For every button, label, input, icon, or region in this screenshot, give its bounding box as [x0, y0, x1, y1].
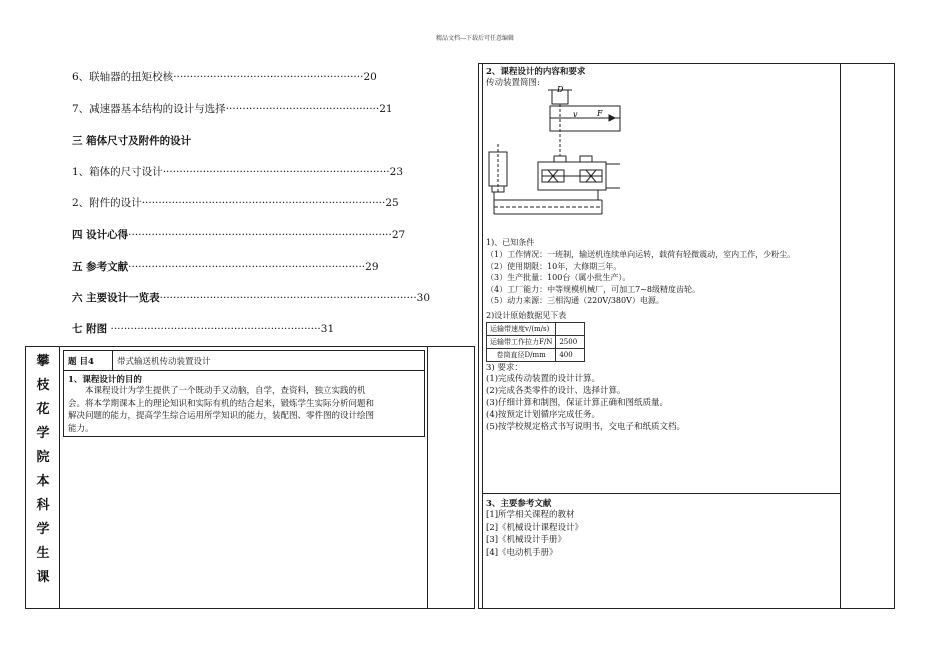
table-row: 卷筒直径D/mm 400	[487, 349, 585, 362]
topic-value: 带式输送机传动装置设计	[117, 357, 211, 367]
page-header: 精品文档---下载后可任意编辑	[435, 35, 515, 42]
known-title: 1)、已知条件	[486, 238, 535, 247]
toc-entry: 三 箱体尺寸及附件的设计	[72, 135, 192, 147]
school-vertical-title: 攀 枝 花 学 院 本 科 学 生 课	[36, 354, 50, 585]
data-table-title: 2)设计原始数据见下表	[486, 311, 567, 320]
section1-body: 本课程设计为学生提供了一个既动手又动脑，自学，查资料，独立实践的机 会。将本学期课本上的理论知识和实际有机的结合起来，锻炼学生实际分析问题和 解决问题的能力，提高学生综合运用所学知识的能力，装配图、零件图的设计绘图 能力。	[68, 386, 375, 434]
label-v: v	[573, 110, 578, 119]
table-row: 运输带速度v/(m/s)	[487, 323, 585, 336]
toc-entry: 6、联轴器的扭矩校核·························································20	[72, 71, 377, 83]
reference-list: [1]所学相关课程的教材 [2]《机械设计课程设计》 [3]《机械设计手册》 [4]《电动机手册》	[486, 510, 584, 558]
toc-entry: 六 主要设计一览表·············································································30	[72, 292, 431, 304]
toc-entry: 2、附件的设计·········································································25	[72, 197, 399, 209]
label-d: D	[557, 85, 564, 94]
toc-entry: 1、箱体的尺寸设计····································································23	[72, 166, 404, 178]
section2-title: 2、课程设计的内容和要求	[486, 67, 586, 77]
label-f: F	[597, 109, 603, 118]
toc-entry: 7、减速器基本结构的设计与选择··············································21	[72, 103, 393, 115]
diagram-caption: 传动装置简图:	[486, 78, 540, 88]
design-data-table	[486, 322, 585, 362]
table-row: 运输带工作拉力F/N 2500	[487, 336, 585, 349]
requirements-title: 3) 要求：	[486, 363, 523, 373]
toc-entry: 七 附图 ·······························································31	[72, 323, 335, 335]
topic-label: 题 目4	[68, 357, 94, 367]
known-conditions: （1）工作情况：一班制，输送机连续单向运转，载荷有轻微震动，室内工作，少粉尘。 （2）使用期限：10年，大修期三年。 （3）生产批量：100台（属小批生产）。 （4）工厂能力：中等规模机械厂，可加工7~8级精度齿轮。 （5）动力来源：三相沟通（220V/380V）电源。	[486, 250, 796, 305]
toc-entry: 五 参考文献·······································································29	[72, 261, 379, 273]
toc-entry: 四 设计心得···············································································27	[72, 229, 406, 241]
requirements-list: (1)完成传动装置的设计计算。 (2)完成各类零件的设计、选择计算。 (3)仔细计算和制图，保证计算正确和图纸质量。 (4)按预定计划循序完成任务。 (5)按学校规定格式书写说明书，交电子和纸质文档。	[486, 374, 686, 432]
section1-title: 1、课程设计的目的	[68, 375, 142, 385]
section3-title: 3、主要参考文献	[486, 499, 552, 509]
transmission-diagram	[484, 84, 634, 229]
